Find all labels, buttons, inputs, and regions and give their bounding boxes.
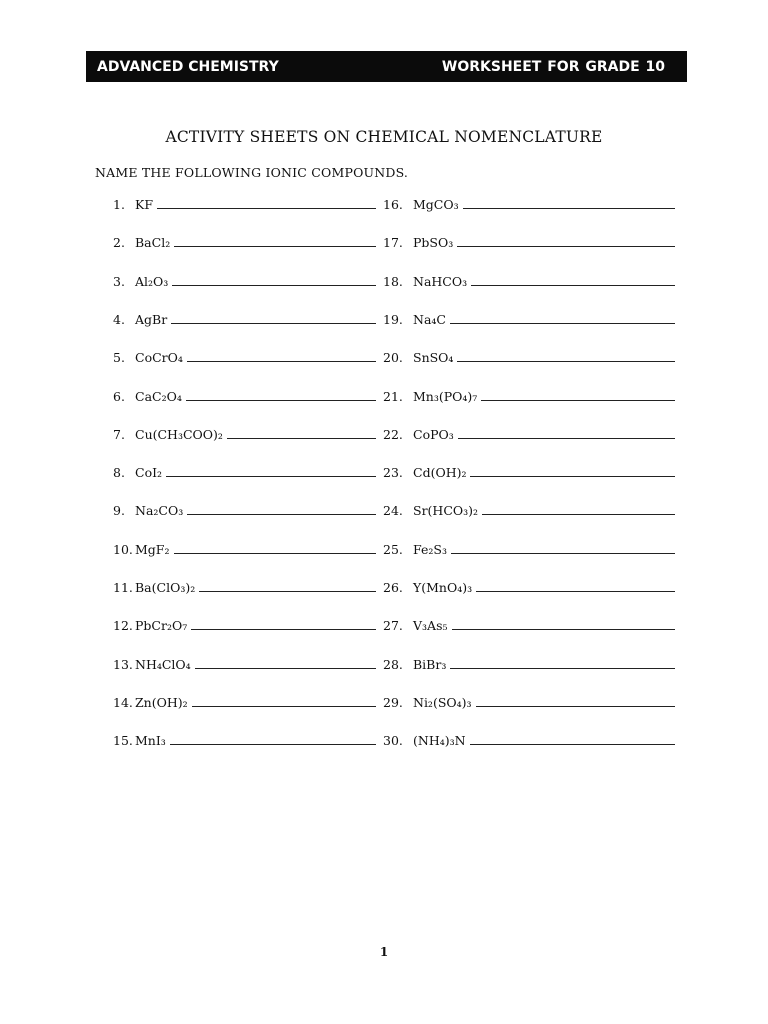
- item-number: 17.: [383, 235, 403, 251]
- answer-blank[interactable]: [470, 464, 675, 477]
- item-number: 25.: [383, 541, 403, 557]
- compound-item: [383, 617, 675, 633]
- item-number: 10.: [113, 541, 133, 557]
- item-number: 2.: [113, 235, 125, 251]
- compound-formula: Cd(OH)₂: [413, 465, 467, 481]
- compound-item: [383, 234, 675, 250]
- compound-formula: Fe₂S₃: [413, 541, 447, 557]
- item-number: 12.: [113, 618, 133, 634]
- compound-item: [383, 464, 675, 480]
- compound-formula: (NH₄)₃N: [413, 733, 466, 749]
- answer-blank[interactable]: [227, 426, 376, 439]
- item-number: 18.: [383, 273, 403, 289]
- worksheet-row: [0, 541, 768, 561]
- worksheet-row: [0, 234, 768, 254]
- worksheet-row: [0, 196, 768, 216]
- worksheet-row: [0, 311, 768, 331]
- compound-formula: CoCrO₄: [135, 350, 183, 366]
- compound-formula: SnSO₄: [413, 350, 454, 366]
- worksheet-row: [0, 579, 768, 599]
- compound-item: [113, 617, 376, 633]
- answer-blank[interactable]: [476, 694, 675, 707]
- answer-blank[interactable]: [191, 617, 376, 630]
- compound-formula: CaC₂O₄: [135, 388, 182, 404]
- compound-formula: Sr(HCO₃)₂: [413, 503, 479, 519]
- answer-blank[interactable]: [166, 464, 376, 477]
- compound-item: [383, 196, 675, 212]
- worksheet-row: [0, 617, 768, 637]
- worksheet-row: [0, 464, 768, 484]
- answer-blank[interactable]: [451, 541, 675, 554]
- item-number: 29.: [383, 694, 403, 710]
- answer-blank[interactable]: [458, 426, 675, 439]
- worksheet-row: [0, 388, 768, 408]
- worksheet-row: [0, 656, 768, 676]
- worksheet-row: [0, 426, 768, 446]
- item-number: 1.: [113, 197, 125, 212]
- answer-blank[interactable]: [187, 349, 376, 362]
- page-title: ACTIVITY SHEETS ON CHEMICAL NOMENCLATURE: [165, 128, 603, 146]
- compound-item: [113, 273, 376, 289]
- page-number: 1: [379, 945, 389, 959]
- compound-item: [383, 579, 675, 595]
- compound-formula: Na₄C: [413, 311, 446, 327]
- answer-blank[interactable]: [192, 694, 376, 707]
- worksheet-row: [0, 732, 768, 752]
- worksheet-row: [0, 694, 768, 714]
- answer-blank[interactable]: [157, 196, 376, 209]
- item-number: 21.: [383, 388, 403, 404]
- item-number: 27.: [383, 618, 403, 634]
- compound-item: [113, 541, 376, 557]
- item-number: 16.: [383, 197, 403, 212]
- compound-formula: Al₂O₃: [135, 273, 169, 289]
- item-number: 6.: [113, 388, 125, 404]
- answer-blank[interactable]: [187, 502, 376, 515]
- compound-formula: MgF₂: [135, 541, 170, 557]
- compound-formula: MnI₃: [135, 733, 166, 749]
- answer-blank[interactable]: [471, 273, 675, 286]
- answer-blank[interactable]: [171, 311, 376, 324]
- compound-formula: V₃As₅: [413, 618, 448, 634]
- item-number: 14.: [113, 694, 133, 710]
- compound-item: [383, 311, 675, 327]
- item-number: 26.: [383, 580, 403, 595]
- compound-formula: Zn(OH)₂: [135, 694, 188, 710]
- answer-blank[interactable]: [470, 732, 675, 745]
- compound-formula: Mn₃(PO₄)₇: [413, 388, 478, 404]
- worksheet-row: [0, 273, 768, 293]
- item-number: 11.: [113, 580, 133, 595]
- compound-formula: Na₂CO₃: [135, 503, 184, 519]
- item-number: 28.: [383, 656, 403, 672]
- compound-formula: PbSO₃: [413, 235, 454, 251]
- compound-item: [113, 234, 376, 250]
- compound-item: [383, 388, 675, 404]
- compound-formula: CoI₂: [135, 465, 163, 481]
- item-number: 22.: [383, 426, 403, 442]
- compound-item: [113, 579, 376, 595]
- instruction-text: NAME THE FOLLOWING IONIC COMPOUNDS.: [95, 165, 409, 180]
- item-number: 8.: [113, 465, 125, 481]
- compound-item: [383, 502, 675, 518]
- compound-item: [383, 694, 675, 710]
- item-number: 4.: [113, 311, 125, 327]
- compound-item: [113, 656, 376, 672]
- answer-blank[interactable]: [452, 617, 676, 630]
- compound-formula: CoPO₃: [413, 426, 454, 442]
- item-number: 19.: [383, 311, 403, 327]
- compound-formula: PbCr₂O₇: [135, 618, 188, 634]
- answer-blank[interactable]: [195, 656, 376, 669]
- compound-item: [383, 349, 675, 365]
- item-number: 5.: [113, 350, 125, 366]
- item-number: 24.: [383, 503, 403, 519]
- item-number: 7.: [113, 426, 125, 442]
- compound-formula: KF: [135, 197, 154, 212]
- compound-item: [383, 426, 675, 442]
- compound-item: [113, 311, 376, 327]
- compound-formula: Y(MnO₄)₃: [413, 580, 473, 595]
- compound-item: [383, 732, 675, 748]
- answer-blank[interactable]: [186, 388, 376, 401]
- compound-item: [113, 196, 376, 212]
- compound-formula: BaCl₂: [135, 235, 171, 251]
- answer-blank[interactable]: [450, 656, 675, 669]
- answer-blank[interactable]: [476, 579, 675, 592]
- answer-blank[interactable]: [172, 273, 376, 286]
- answer-blank[interactable]: [174, 234, 376, 247]
- answer-blank[interactable]: [481, 388, 675, 401]
- worksheet-row: [0, 502, 768, 522]
- item-number: 9.: [113, 503, 125, 519]
- compound-formula: Ni₂(SO₄)₃: [413, 694, 472, 710]
- item-number: 30.: [383, 733, 403, 749]
- compound-formula: AgBr: [135, 311, 168, 327]
- answer-blank[interactable]: [457, 349, 675, 362]
- answer-blank[interactable]: [174, 541, 377, 554]
- compound-formula: NH₄ClO₄: [135, 656, 191, 672]
- compound-item: [383, 541, 675, 557]
- answer-blank[interactable]: [463, 196, 675, 209]
- answer-blank[interactable]: [482, 502, 675, 515]
- compound-item: [113, 732, 376, 748]
- answer-blank[interactable]: [457, 234, 675, 247]
- compound-item: [383, 273, 675, 289]
- compound-formula: Cu(CH₃COO)₂: [135, 426, 223, 442]
- item-number: 3.: [113, 273, 125, 289]
- course-title: ADVANCED CHEMISTRY: [97, 59, 279, 75]
- compound-item: [113, 502, 376, 518]
- item-number: 20.: [383, 350, 403, 366]
- compound-item: [113, 464, 376, 480]
- item-number: 15.: [113, 733, 133, 749]
- compound-item: [113, 349, 376, 365]
- compound-item: [113, 426, 376, 442]
- answer-blank[interactable]: [450, 311, 675, 324]
- compound-item: [113, 388, 376, 404]
- compound-formula: MgCO₃: [413, 197, 459, 212]
- item-number: 23.: [383, 465, 403, 481]
- answer-blank[interactable]: [199, 579, 376, 592]
- worksheet-row: [0, 349, 768, 369]
- answer-blank[interactable]: [170, 732, 376, 745]
- compound-item: [113, 694, 376, 710]
- compound-formula: BiBr₃: [413, 656, 447, 672]
- worksheet-grade: WORKSHEET FOR GRADE 10: [441, 59, 665, 75]
- compound-item: [383, 656, 675, 672]
- item-number: 13.: [113, 656, 133, 672]
- compound-formula: NaHCO₃: [413, 273, 468, 289]
- compound-formula: Ba(ClO₃)₂: [135, 580, 196, 595]
